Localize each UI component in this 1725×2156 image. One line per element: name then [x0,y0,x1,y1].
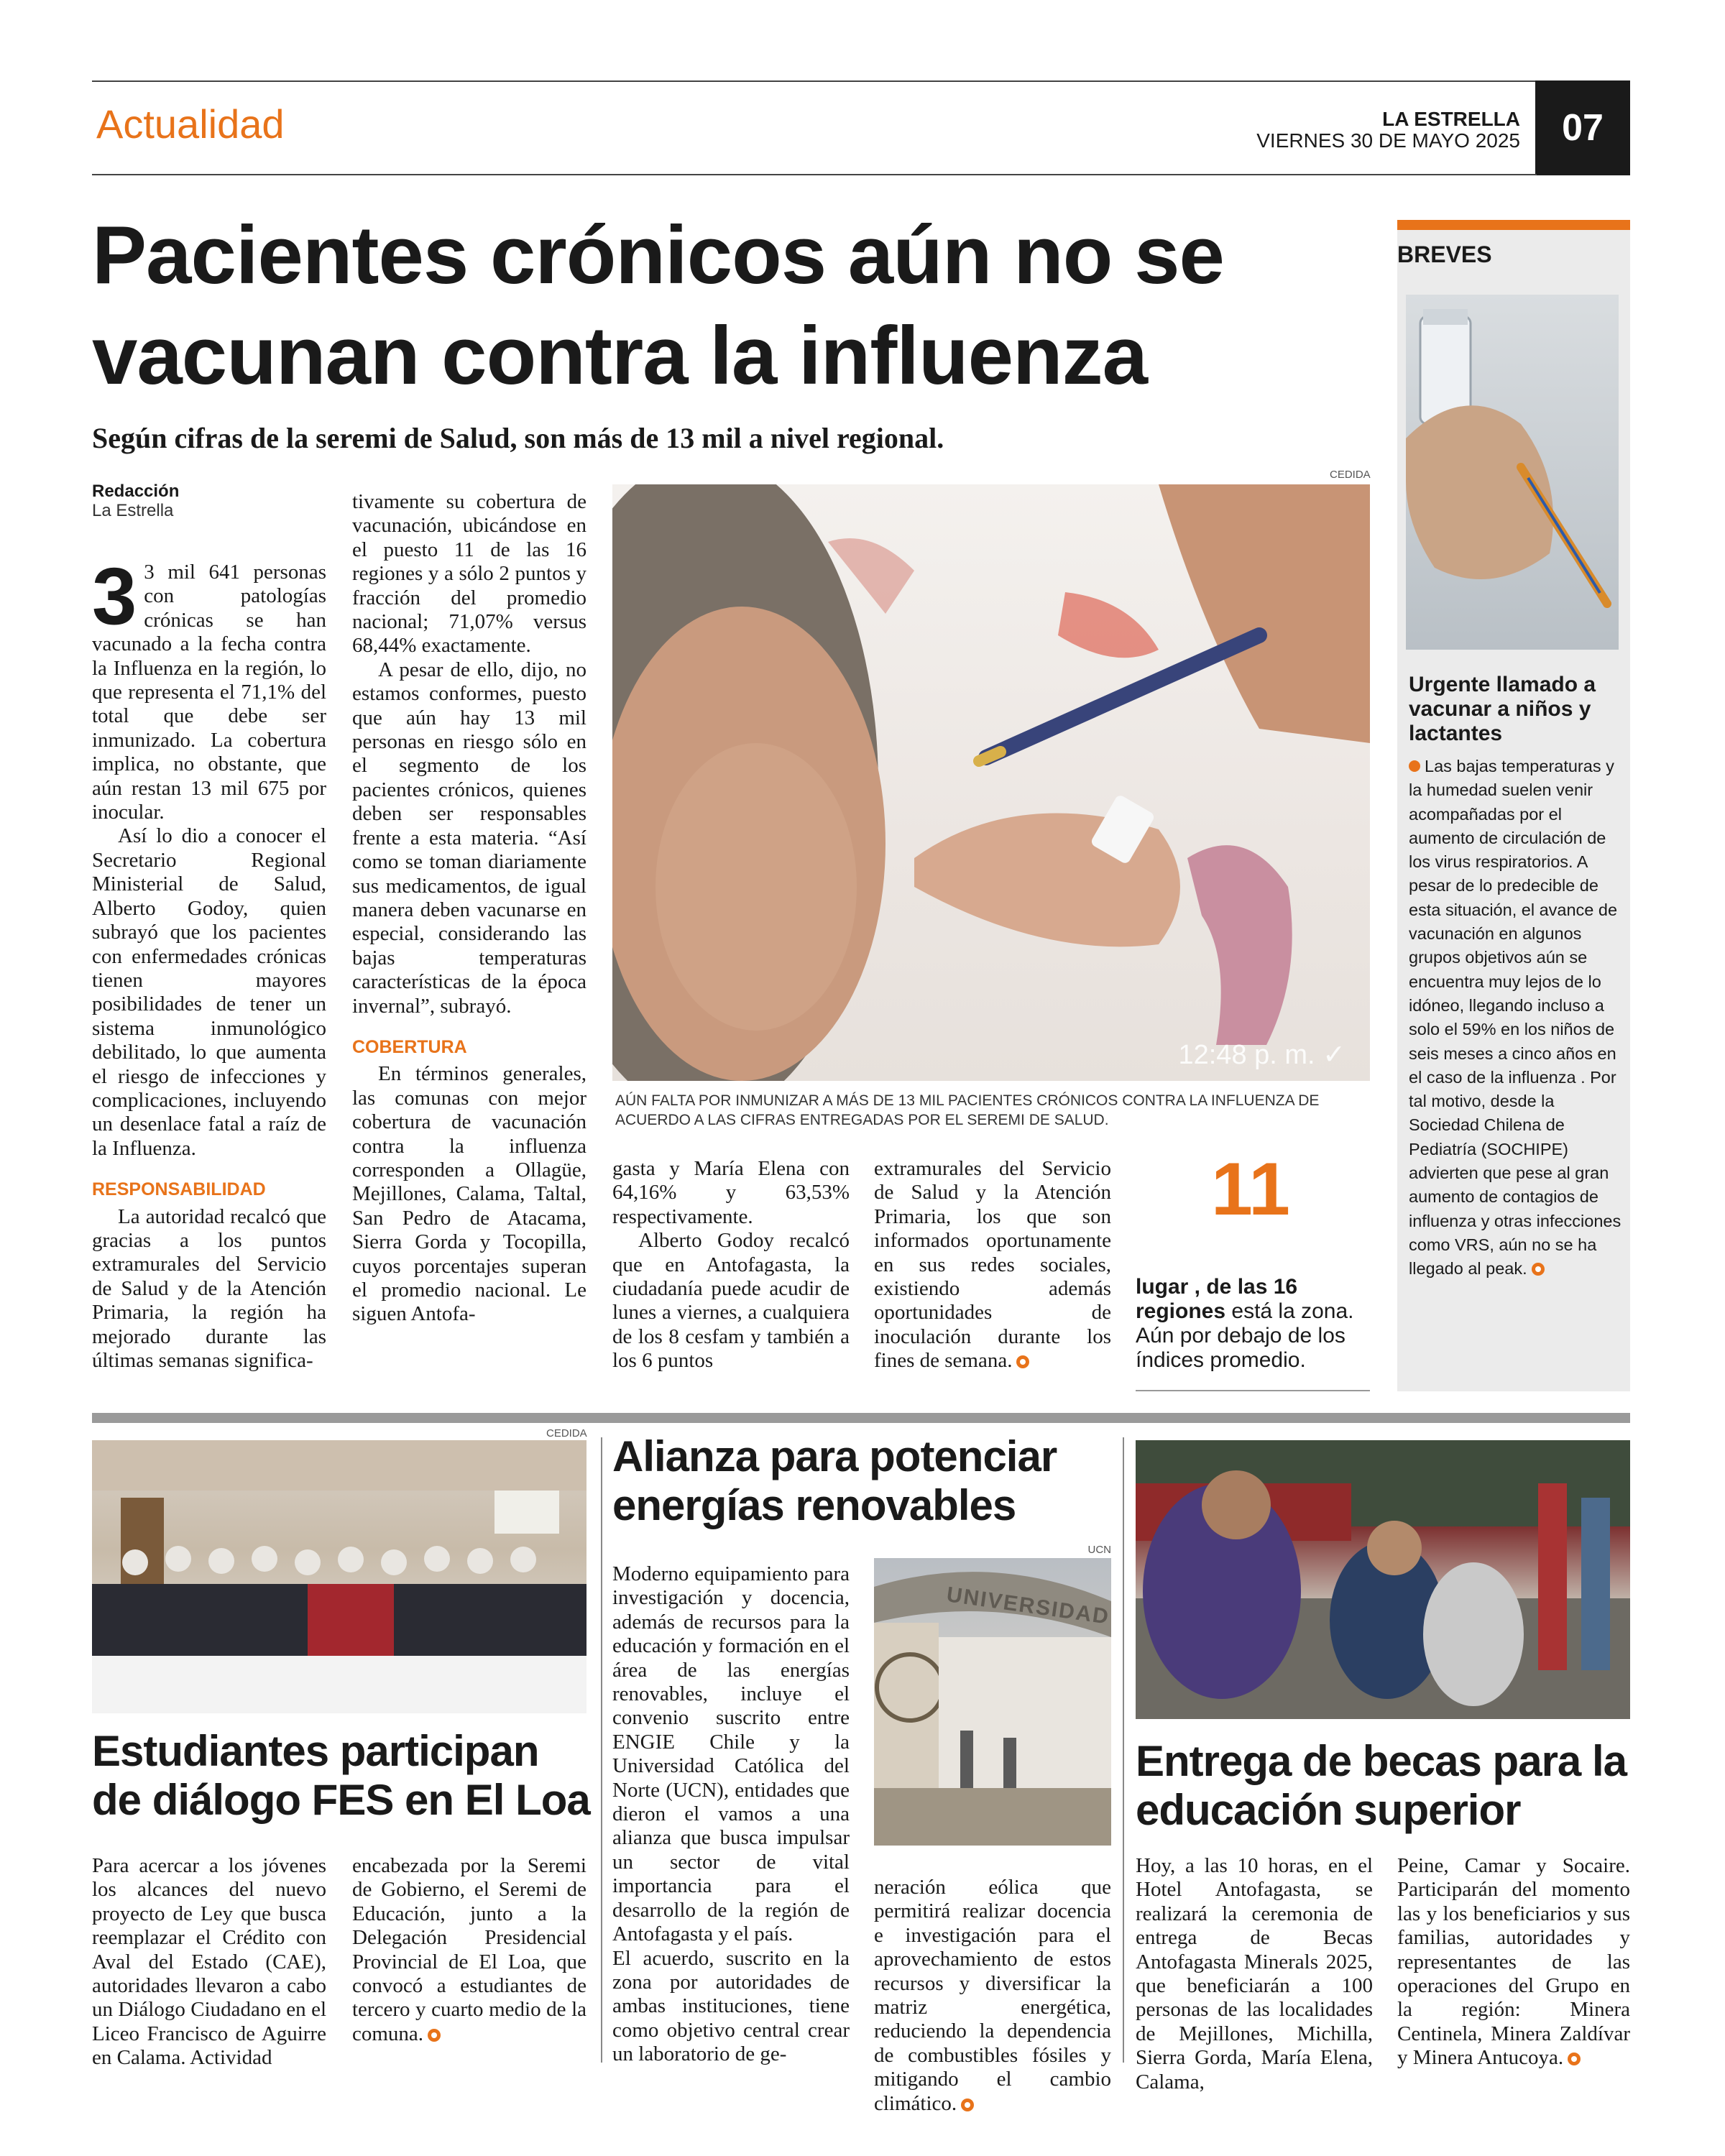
section-label: Actualidad [96,101,285,147]
main-column-3 [612,1157,850,1373]
fes-group-photo [92,1440,586,1713]
photo-timestamp: 12:48 p. m. ✓ [1178,1040,1346,1070]
byline-outlet: La Estrella [92,501,174,520]
main-column-4 [874,1157,1111,1373]
breves-title: Urgente llamado a vacunar a niños y lactantes [1409,673,1596,745]
becas-paragraph: Hoy, a las 10 horas, en el Hotel Antofagasta, se realizará la ceremonia de entrega de Becas Antofagasta Minerals 2025, que beneficiarán a 100 personas de las localidades de Mejillones, Michilla, Sierra Gorda, María Elena, Calama, [1136,1854,1373,2093]
becas-paragraph: Peine, Camar y Socaire. Participarán del momento las y los beneficiarios y sus familias, autoridades y representantes de las operaciones del Grupo en la región: Minera Centinela, Minera Zaldívar y Minera Antucoya. [1397,1854,1630,2070]
page-number: 07 [1535,80,1630,175]
energia-headline-line1: Alianza para potenciar [612,1432,1057,1480]
end-mark-icon [1016,1355,1029,1368]
fes-photo-credit: CEDIDA [546,1427,587,1439]
end-mark-icon [1568,2053,1581,2065]
end-mark-icon [1532,1263,1545,1276]
end-mark-icon [961,2099,974,2111]
drop-cap: 3 [92,551,137,641]
energia-photo-credit: UCN [1087,1544,1111,1556]
issue-date: VIERNES 30 DE MAYO 2025 [1256,129,1520,152]
photo-caption: AÚN FALTA POR INMUNIZAR A MÁS DE 13 MIL PACIENTES CRÓNICOS CONTRA LA INFLUENZA DE ACUERDO A LAS CIFRAS ENTREGADAS POR EL SEREMI DE SALUD. [615,1092,1320,1128]
main-headline-line2: vacunan contra la influenza [92,310,1148,402]
breves-photo [1406,295,1619,650]
main-paragraph: En términos generales, las comunas con mejor cobertura de vacunación contra la influenza corresponden a Ollagüe, Mejillones, Calama, Taltal, San Pedro de Atacama, Sierra Gorda y Tocopilla, cuyos porcentajes superan el promedio nacional. Le siguen Antofa- [352,1062,586,1326]
main-paragraph: La autoridad recalcó que gracias a los puntos extramurales del Servicio de Salud y de la Atención Primaria, la región ha mejorado durante las últimas semanas significa- [92,1204,326,1372]
main-paragraph: extramurales del Servicio de Salud y la Atención Primaria, los que son informados oportunamente en sus redes sociales, existiendo además oportunidades de inoculación durante los fines de semana. [874,1157,1111,1373]
photo-credit: CEDIDA [1330,469,1371,481]
main-paragraph: gasta y María Elena con 64,16% y 63,53% respectivamente. [612,1157,850,1228]
fes-column-1 [92,1854,326,2070]
column-rule [601,1437,602,2063]
main-column-1 [92,551,326,1373]
end-mark-icon [428,2029,441,2042]
fes-headline-line1: Estudiantes participan [92,1727,539,1775]
main-subtitle: Según cifras de la seremi de Salud, son más de 13 mil a nivel regional. [92,422,944,454]
header-bottom-rule [92,174,1537,175]
stat-rule [1136,1390,1370,1391]
fes-headline-line2: de diálogo FES en El Loa [92,1776,590,1824]
header-top-rule [92,80,1630,82]
breves-body-text: Las bajas temperaturas y la humedad suelen venir acompañadas por el aumento de circulación de los virus respiratorios. A pesar de lo predecible de esta situación, el avance de vacunación en algunos grupos objetivos aún se encuentra muy lejos de lo idóneo, llegando incluso a solo el 59% en los niños de seis meses a cinco años en el caso de la influenza . Por tal motivo, desde la Sociedad Chilena de Pediatría (SOCHIPE) advierten que pese al gran aumento de contagios de influenza y otras infecciones como VRS, aún no se ha llegado al peak. [1409,757,1622,1279]
main-column-2 [352,490,586,1327]
stat-text-rest: está la zona. Aún por debajo de los índices promedio. [1136,1299,1354,1372]
main-paragraph: A pesar de ello, dijo, no estamos conformes, puesto que aún hay 13 mil personas en riesgo sólo en el segmento de los pacientes crónicos, quienes deben ser responsables frente a esta materia. “Así como se toman diariamente sus medicamentos, de igual manera deben vacunarse en especial, considerando las bajas temperaturas características de la época invernal”, subrayó. [352,658,586,1018]
stat-text-bold: lugar , de las 16 regiones [1136,1275,1298,1323]
paper-name: LA ESTRELLA [1382,108,1520,130]
subhead-cobertura: COBERTURA [352,1036,467,1057]
energia-paragraph: El acuerdo, suscrito en la zona por autoridades de ambas instituciones, tiene como objetivo central crear un laboratorio de ge- [612,1946,850,2066]
breves-accent-bar [1397,220,1630,230]
fes-paragraph: Para acercar a los jóvenes los alcances del nuevo proyecto de Ley que busca reemplazar el Crédito con Aval del Estado (CAE), autoridades llevaron a cabo un Diálogo Ciudadano en el Liceo Francisco de Aguirre en Calama. Actividad [92,1854,326,2070]
becas-students-photo [1136,1440,1630,1719]
vaccination-illustration [612,484,1370,1081]
energia-column-1 [612,1562,850,2067]
column-rule [1123,1437,1124,2063]
subhead-responsabilidad: RESPONSABILIDAD [92,1179,266,1200]
students-group-illustration [92,1440,586,1713]
energia-headline-line2: energías renovables [612,1481,1016,1529]
fes-paragraph: encabezada por la Seremi de Gobierno, el Seremi de Educación, junto a la Delegación Presidencial Provincial de El Loa, que convocó a estudiantes de tercero y cuarto medio de la comuna. [352,1854,586,2045]
main-paragraph: Así lo dio a conocer el Secretario Regional Ministerial de Salud, Alberto Godoy, quien subrayó que los pacientes con enfermedades crónicas tienen mayores posibilidades de tener un sistema inmunológico debilitado, lo que aumenta el riesgo de infecciones y complicaciones, incluyendo un desenlace fatal a raíz de la Influenza. [92,824,326,1160]
fes-column-2 [352,1854,586,2046]
breves-label: BREVES [1397,241,1492,267]
stat-number: 11 [1211,1148,1290,1231]
becas-headline-line2: educación superior [1136,1786,1521,1834]
university-sign: UNIVERSIDAD [944,1583,1111,1629]
stat-text [1136,1275,1370,1373]
energia-paragraph: Moderno equipamiento para investigación y docencia, además de recursos para la educación y formación en el área de las energías renovables, incluye el convenio suscrito entre ENGIE Chile y la Universidad Católica del Norte (UCN), entidades que dieron el vamos a una alianza que busca impulsar un sector de vital importancia para el desarrollo de la región de Antofagasta y el país. [612,1562,850,1946]
main-paragraph: tivamente su cobertura de vacunación, ubicándose en el puesto 11 de las 16 regiones y a sólo 2 puntos y fracción del promedio nacional; 71,07% versus 68,44% exactamente. [352,490,586,658]
vaccination-photo [612,484,1370,1081]
energia-paragraph: neración eólica que permitirá realizar docencia e investigación para el aprovechamiento de estos recursos y diversificar la matriz energética, reduciendo la dependencia de combustibles fósiles y mitigando el cambio climático. [874,1876,1111,2115]
main-lead-paragraph: 3 mil 641 personas con patologías crónicas se han vacunado a la fecha contra la Influenza en la región, lo que representa el 71,1% del total que debe ser inmunizado. La cobertura implica, no obstante, que aún restan 13 mil 675 por inocular. [92,561,326,824]
becas-headline-line1: Entrega de becas para la [1136,1737,1627,1785]
syringe-vial-illustration [1406,295,1619,650]
section-divider [92,1413,1630,1423]
university-photo [874,1558,1111,1846]
becas-column-1 [1136,1854,1373,2094]
students-seated-illustration [1136,1440,1630,1719]
bullet-icon [1409,760,1420,772]
main-headline-line1: Pacientes crónicos aún no se [92,210,1224,301]
becas-column-2 [1397,1854,1630,2070]
breves-box [1397,220,1630,1391]
energia-column-2 [874,1876,1111,2116]
breves-body [1409,755,1622,1281]
main-paragraph: Alberto Godoy recalcó que en Antofagasta, la ciudadanía puede acudir de lunes a viernes, a cualquiera de los 8 cesfam y también a los 6 puntos [612,1229,850,1373]
byline-name: Redacción [92,482,180,501]
